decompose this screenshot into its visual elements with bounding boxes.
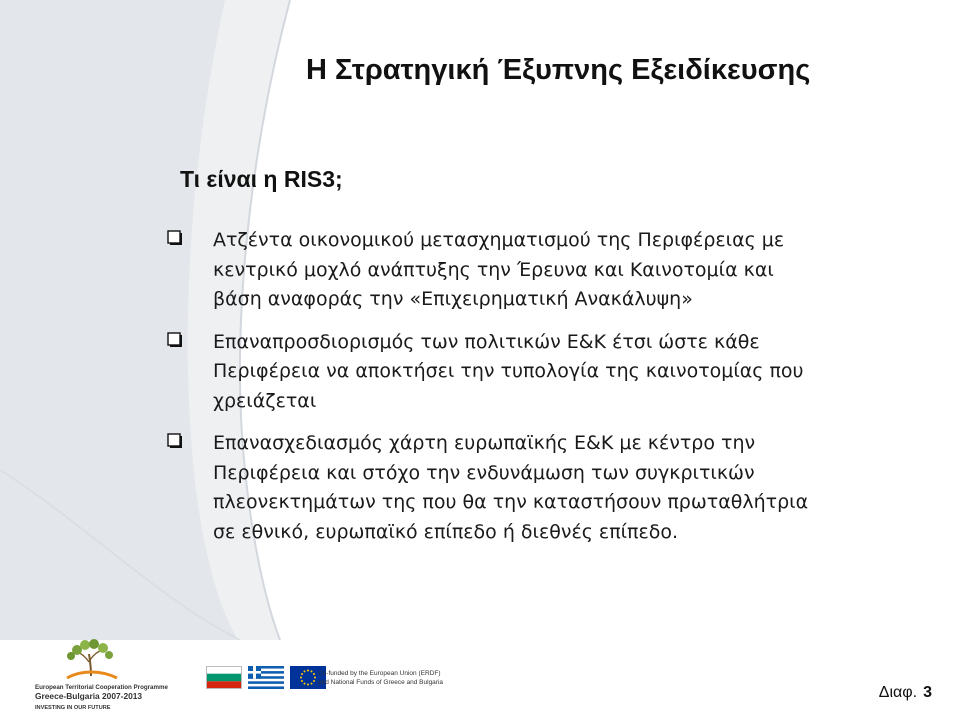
bullet-line: Επαναπροσδιορισμός των πολιτικών Ε&Κ έτσι ώστε κάθε: [213, 330, 760, 353]
slide-number-label: Διαφ.: [878, 684, 918, 701]
tree-icon: [67, 639, 117, 678]
logo-line2: Greece-Bulgaria 2007-2013: [35, 691, 143, 701]
logo-line1: European Territorial Cooperation Programme: [35, 684, 168, 691]
checkbox-icon: [167, 230, 182, 245]
bullet-line: σε εθνικό, ευρωπαϊκό επίπεδο ή διεθνές επίπεδο.: [213, 520, 679, 543]
bullet-line: Περιφέρεια να αποκτήσει την τυπολογία της καινοτομίας που: [213, 360, 804, 382]
logo-line3: INVESTING IN OUR FUTURE: [35, 705, 111, 711]
bullet-line: Επανασχεδιασμός χάρτη ευρωπαϊκής Ε&Κ με κέντρο την: [213, 432, 756, 454]
cofunding-line1: Co-funded by the European Union (ERDF): [318, 670, 441, 677]
cofunding-note: [318, 669, 478, 687]
bullet-line: πλεονεκτημάτων της που θα την καταστήσουν πρωταθλήτρια: [213, 491, 809, 513]
slide-number-value: 3: [923, 684, 932, 701]
slide-number: [879, 684, 932, 702]
bullet-line: χρειάζεται: [213, 389, 317, 412]
cofunding-line2: and National Funds of Greece and Bulgaria: [318, 679, 444, 686]
bullet-item: [165, 226, 885, 315]
bullet-item: [165, 328, 885, 417]
bullet-line: Ατζέντα οικονομικού μετασχηματισμού της Περιφέρειας με: [213, 229, 785, 251]
checkbox-icon: [167, 332, 182, 347]
bullet-line: Περιφέρεια και στόχο την ενδυνάμωση των συγκριτικών: [213, 461, 755, 484]
bulgaria-flag: [206, 666, 242, 689]
bullet-line: κεντρικό μοχλό ανάπτυξης την Έρευνα και Καινοτομία και: [213, 258, 774, 281]
slide-subtitle: Τι είναι η RIS3;: [180, 166, 343, 192]
checkbox-icon: [167, 433, 182, 448]
slide-title: Η Στρατηγική Έξυπνης Εξειδίκευσης: [306, 54, 811, 86]
programme-logo: [33, 636, 193, 716]
bullet-list: [165, 226, 885, 560]
greece-flag: [248, 666, 284, 689]
bullet-line: βάση αναφοράς την «Επιχειρηματική Ανακάλυψη»: [213, 288, 693, 310]
bullet-item: [165, 429, 885, 547]
